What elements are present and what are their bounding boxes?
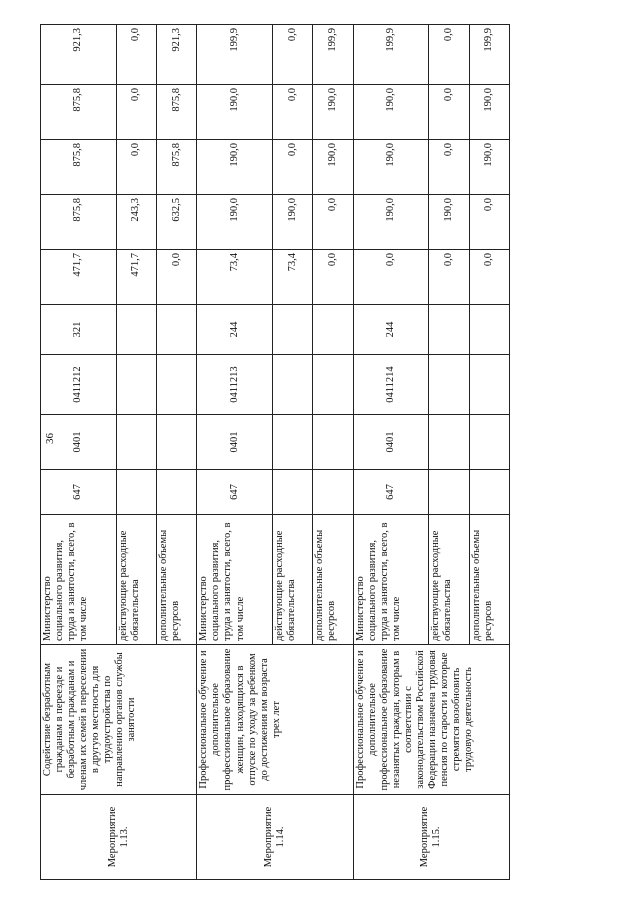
value-cell: 0,0 [313, 195, 353, 250]
table-row [353, 25, 429, 880]
empty-code-cell [429, 305, 469, 355]
empty-code-cell [272, 355, 312, 415]
value-cell: 190,0 [313, 85, 353, 140]
empty-code-cell [156, 415, 196, 470]
value-cell: 0,0 [429, 25, 469, 85]
page-number: 36 [44, 433, 56, 444]
empty-code-cell [429, 355, 469, 415]
value-cell: 190,0 [353, 140, 429, 195]
code-csr-cell: 0411212 [41, 355, 117, 415]
empty-code-cell [313, 305, 353, 355]
source-label-cell: действующие расходные обязательства [272, 515, 312, 645]
event-name-cell: Профессиональное обучение и дополнительное профессиональное образование женщин, находящихся в отпуске по уходу за ребенком до достижения им возраста трех лет [197, 645, 353, 795]
code-rzpr-cell: 0401 [41, 415, 117, 470]
value-cell: 190,0 [197, 195, 273, 250]
value-cell: 921,3 [156, 25, 196, 85]
value-cell: 0,0 [429, 250, 469, 305]
source-label-cell: дополнительные объемы ресурсов [156, 515, 196, 645]
responsible-cell: Министерство социального развития, труда и занятости, всего, в том числе [41, 515, 117, 645]
value-cell: 243,3 [116, 195, 156, 250]
value-cell: 73,4 [197, 250, 273, 305]
value-cell: 0,0 [116, 85, 156, 140]
value-cell: 73,4 [272, 250, 312, 305]
table-row [197, 25, 273, 880]
value-cell: 0,0 [272, 85, 312, 140]
empty-code-cell [469, 355, 509, 415]
budget-table [40, 24, 510, 880]
responsible-cell: Министерство социального развития, труда и занятости, всего, в том числе [197, 515, 273, 645]
empty-code-cell [429, 470, 469, 515]
code-rzpr-cell: 0401 [197, 415, 273, 470]
value-cell: 875,8 [156, 85, 196, 140]
value-cell: 0,0 [116, 25, 156, 85]
value-cell: 190,0 [469, 85, 509, 140]
value-cell: 875,8 [156, 140, 196, 195]
code-csr-cell: 0411214 [353, 355, 429, 415]
value-cell: 190,0 [313, 140, 353, 195]
value-cell: 0,0 [313, 250, 353, 305]
empty-code-cell [116, 305, 156, 355]
empty-code-cell [272, 415, 312, 470]
value-cell: 0,0 [469, 250, 509, 305]
event-cell: Мероприятие 1.13. [41, 795, 197, 880]
value-cell: 0,0 [116, 140, 156, 195]
value-cell: 0,0 [272, 140, 312, 195]
value-cell: 0,0 [429, 140, 469, 195]
value-cell: 471,7 [41, 250, 117, 305]
empty-code-cell [469, 415, 509, 470]
empty-code-cell [116, 415, 156, 470]
empty-code-cell [156, 470, 196, 515]
code-vr-cell: 244 [353, 305, 429, 355]
value-cell: 921,3 [41, 25, 117, 85]
table-row [41, 25, 117, 880]
value-cell: 875,8 [41, 195, 117, 250]
empty-code-cell [313, 415, 353, 470]
event-cell: Мероприятие 1.15. [353, 795, 509, 880]
empty-code-cell [313, 470, 353, 515]
value-cell: 875,8 [41, 85, 117, 140]
value-cell: 199,9 [313, 25, 353, 85]
empty-code-cell [313, 355, 353, 415]
value-cell: 190,0 [197, 140, 273, 195]
empty-code-cell [116, 470, 156, 515]
source-label-cell: дополнительные объемы ресурсов [313, 515, 353, 645]
value-cell: 0,0 [272, 25, 312, 85]
source-label-cell: действующие расходные обязательства [429, 515, 469, 645]
source-label-cell: действующие расходные обязательства [116, 515, 156, 645]
value-cell: 199,9 [353, 25, 429, 85]
value-cell: 190,0 [429, 195, 469, 250]
value-cell: 199,9 [197, 25, 273, 85]
value-cell: 190,0 [469, 140, 509, 195]
code-csr-cell: 0411213 [197, 355, 273, 415]
rotated-table-stage [40, 28, 510, 880]
code-grbs-cell: 647 [197, 470, 273, 515]
empty-code-cell [272, 305, 312, 355]
source-label-cell: дополнительные объемы ресурсов [469, 515, 509, 645]
empty-code-cell [156, 355, 196, 415]
code-grbs-cell: 647 [353, 470, 429, 515]
value-cell: 190,0 [353, 85, 429, 140]
value-cell: 0,0 [469, 195, 509, 250]
responsible-cell: Министерство социального развития, труда и занятости, всего, в том числе [353, 515, 429, 645]
code-vr-cell: 244 [197, 305, 273, 355]
value-cell: 190,0 [197, 85, 273, 140]
empty-code-cell [116, 355, 156, 415]
value-cell: 190,0 [353, 195, 429, 250]
event-cell: Мероприятие 1.14. [197, 795, 353, 880]
value-cell: 190,0 [272, 195, 312, 250]
value-cell: 471,7 [116, 250, 156, 305]
value-cell: 199,9 [469, 25, 509, 85]
value-cell: 0,0 [156, 250, 196, 305]
empty-code-cell [272, 470, 312, 515]
event-name-cell: Профессиональное обучение и дополнительное профессиональное образование незанятых граждан, которым в соответствии с законодательством Российской Федерации назначена трудовая пенсия по старости и которые стремятся возобновить трудовую деятельность [353, 645, 509, 795]
empty-code-cell [429, 415, 469, 470]
value-cell: 0,0 [353, 250, 429, 305]
code-grbs-cell: 647 [41, 470, 117, 515]
value-cell: 632,5 [156, 195, 196, 250]
empty-code-cell [469, 305, 509, 355]
empty-code-cell [156, 305, 196, 355]
code-rzpr-cell: 0401 [353, 415, 429, 470]
value-cell: 0,0 [429, 85, 469, 140]
event-name-cell: Содействие безработным гражданам в переезде и безработным гражданам и членам их семей в переселении в другую местность для трудоустройства по направлению органов службы занятости [41, 645, 197, 795]
code-vr-cell: 321 [41, 305, 117, 355]
value-cell: 875,8 [41, 140, 117, 195]
empty-code-cell [469, 470, 509, 515]
